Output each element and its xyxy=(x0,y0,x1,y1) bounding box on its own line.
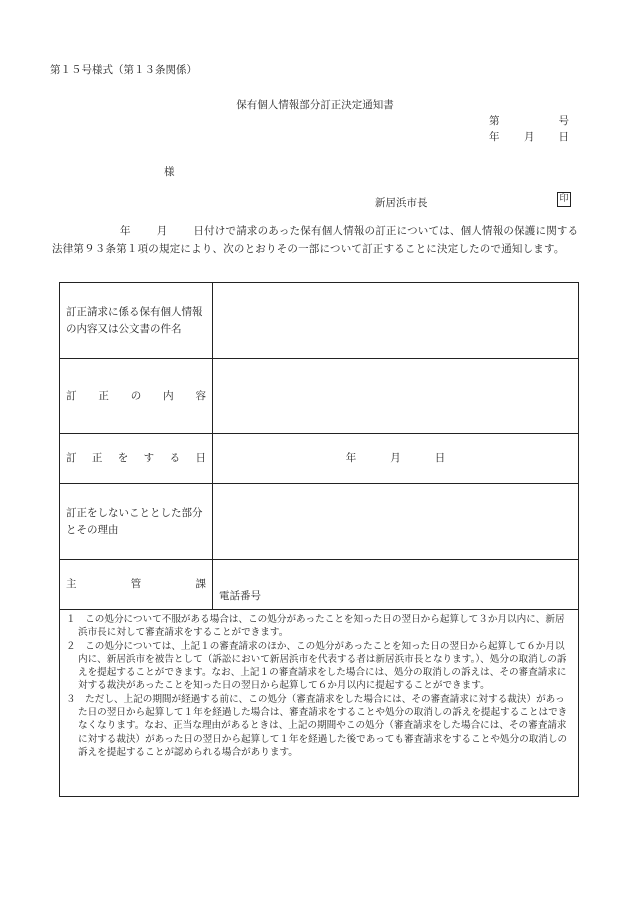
note-item: １ この処分について不服がある場合は、この処分があったことを知った日の翌日から起算して３か月以内に、新居浜市長に対して審査請求をすることができます。 xyxy=(66,614,565,639)
issue-month: 月 xyxy=(524,131,535,143)
row-value-department[interactable] xyxy=(213,560,579,610)
row-value-date[interactable] xyxy=(213,434,579,484)
intro-date xyxy=(52,225,193,237)
row-value-reason[interactable] xyxy=(213,484,579,560)
row-label-content xyxy=(60,359,213,434)
intro-year: 年 xyxy=(120,225,131,237)
table-row xyxy=(60,434,579,484)
row-value-content[interactable] xyxy=(213,359,579,434)
intro-month: 月 xyxy=(156,225,168,237)
issuer-name: 新居浜市長 xyxy=(375,197,428,209)
row-label-department xyxy=(60,560,213,610)
label-char: 正 xyxy=(91,452,103,464)
intro-paragraph xyxy=(52,222,582,258)
table-row xyxy=(60,359,579,434)
label-char: 内 xyxy=(163,389,174,402)
notes-box xyxy=(59,609,579,797)
date-year: 年 xyxy=(345,452,357,464)
table-row xyxy=(60,560,579,610)
issue-day: 日 xyxy=(558,131,569,143)
document-title: 保有個人情報部分訂正決定通知書 xyxy=(236,99,394,111)
table-row xyxy=(60,484,579,560)
issue-date-line xyxy=(489,129,569,144)
label-char: 訂 xyxy=(66,452,77,464)
decision-table xyxy=(59,282,579,610)
intro-text: 日付けで請求のあった保有個人情報の訂正については、個人情報の保護に関する法律第９３条第１項の規定により、次のとおりその一部について訂正することに決定したので通知します。 xyxy=(52,225,579,255)
label-char: 日 xyxy=(195,452,206,464)
label-char: す xyxy=(143,452,155,464)
note-item: ３ ただし、上記の期間が経過する前に、この処分（審査請求をした場合には、その審査請求に対する裁決）があった日の翌日から起算して１年を経過した場合は、審査請求をすることや処分の取消しの訴えを提起することはできなくなります。なお、正当な理由があるときは、上記の期間やこの処分（審査請求をした場合には、その審査請求に対する裁決）があった日の翌日から起算して１年を経過した後であっても審査請求をすることや処分の取消しの訴えを提起することが認められる場合があります。 xyxy=(66,693,568,758)
row-label-reason: 訂正をしないこととした部分とその理由 xyxy=(60,484,213,560)
phone-number-label: 電話番号 xyxy=(219,590,261,602)
document-number-line xyxy=(489,113,569,128)
label-char: 容 xyxy=(195,389,206,402)
label-char: 管 xyxy=(130,578,142,590)
doc-no-go: 号 xyxy=(558,115,569,127)
issue-year: 年 xyxy=(489,131,500,143)
seal-mark: 印 xyxy=(557,192,571,207)
row-label-subject: 訂正請求に係る保有個人情報の内容又は公文書の件名 xyxy=(60,283,213,359)
date-month: 月 xyxy=(390,452,401,464)
label-char: 課 xyxy=(195,578,206,590)
addressee-suffix: 様 xyxy=(164,166,175,178)
label-char: を xyxy=(117,452,129,464)
label-char: 訂 xyxy=(66,389,77,402)
date-day: 日 xyxy=(434,452,446,464)
doc-no-dai: 第 xyxy=(489,115,500,127)
label-char: 主 xyxy=(66,578,77,590)
row-label-date xyxy=(60,434,213,484)
label-char: 正 xyxy=(98,389,109,402)
row-value-subject[interactable] xyxy=(213,283,579,359)
table-row xyxy=(60,283,579,359)
form-number: 第１５号様式（第１３条関係） xyxy=(50,64,197,76)
label-char: の xyxy=(130,389,142,402)
note-item: ２ この処分については、上記１の審査請求のほか、この処分があったことを知った日の翌日から起算して６か月以内に、新居浜市を被告として（訴訟において新居浜市を代表する者は新居浜市長となります。）、処分の取消しの訴えを提起することができます。なお、上記１の審査請求をした場合には、処分の取消しの訴えは、その審査請求に対する裁決があったことを知った日の翌日から起算して６か月以内に提起することができます。 xyxy=(66,640,567,692)
label-char: る xyxy=(169,452,181,464)
